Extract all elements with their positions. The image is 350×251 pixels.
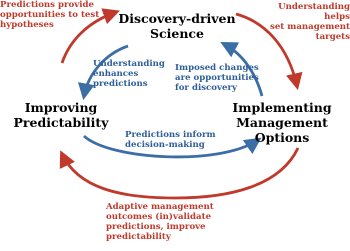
outer-label-top-left: Predictions provide opportunities to test hypotheses [0, 0, 100, 30]
outer-label-top-right: Understanding helps set management targets [270, 2, 350, 42]
inner-label-right: Imposed changes are opportunities for discovery [175, 63, 259, 93]
inner-label-bottom: Predictions inform decision-making [125, 130, 216, 150]
node-improving-predictability: Improving Predictability [13, 100, 109, 130]
node-implementing-management-options: Implementing Management Options [232, 100, 332, 145]
outer-label-bottom: Adaptive management outcomes (in)validate predictions, improve predictability [106, 202, 214, 242]
inner-label-left: Understanding enhances predictions [93, 59, 165, 89]
outer-arrow-bottom [62, 148, 298, 198]
node-discovery-driven-science: Discovery-driven Science [118, 11, 236, 41]
